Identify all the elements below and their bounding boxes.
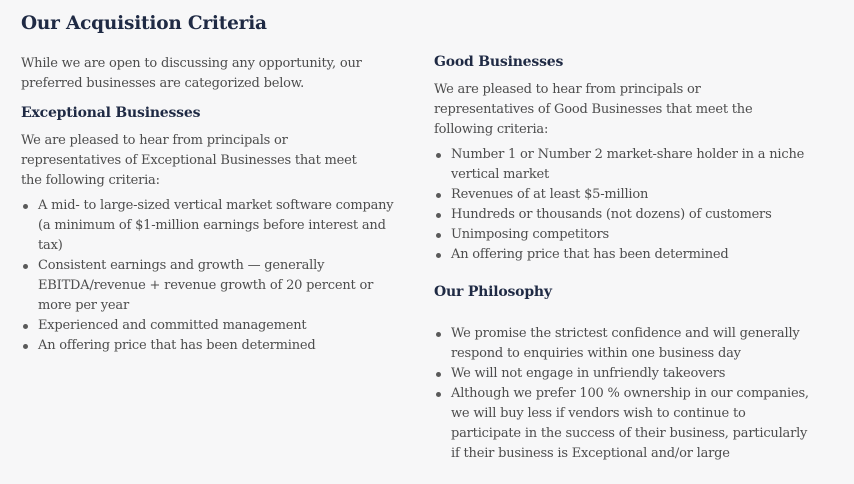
list-item: Hundreds or thousands (not dozens) of customers	[434, 205, 809, 225]
list-item: Consistent earnings and growth — generally EBITDA/revenue + revenue growth of 20 percent or more per year	[21, 256, 406, 316]
list-item: Unimposing competitors	[434, 225, 809, 245]
exceptional-lead: We are pleased to hear from principals or representatives of Exceptional Businesses that meet the following criteria:	[21, 133, 357, 188]
good-heading: Good Businesses	[434, 54, 564, 70]
list-item: An offering price that has been determined	[434, 245, 809, 265]
list-item: Although we prefer 100 % ownership in our companies, we will buy less if vendors wish to continue to participate in the success of their business, particularly if their business is Exceptional and/or large	[434, 384, 809, 464]
list-item: Experienced and committed management	[21, 316, 406, 336]
list-item: We will not engage in unfriendly takeovers	[434, 364, 809, 384]
exceptional-heading: Exceptional Businesses	[21, 105, 201, 121]
intro-text: While we are open to discussing any opportunity, our preferred businesses are categorized below.	[21, 56, 362, 91]
list-item: An offering price that has been determined	[21, 336, 406, 356]
list-item: A mid- to large-sized vertical market software company (a minimum of $1-million earnings before interest and tax)	[21, 196, 406, 256]
list-item: Number 1 or Number 2 market-share holder in a niche vertical market	[434, 145, 809, 185]
exceptional-criteria-list	[21, 196, 406, 356]
page-title: Our Acquisition Criteria	[21, 13, 267, 34]
good-criteria-list	[434, 145, 809, 265]
philosophy-list	[434, 324, 809, 464]
good-lead: We are pleased to hear from principals or representatives of Good Businesses that meet the following criteria:	[434, 82, 753, 137]
list-item: Revenues of at least $5-million	[434, 185, 809, 205]
philosophy-heading: Our Philosophy	[434, 284, 552, 300]
list-item: We promise the strictest confidence and will generally respond to enquiries within one business day	[434, 324, 809, 364]
